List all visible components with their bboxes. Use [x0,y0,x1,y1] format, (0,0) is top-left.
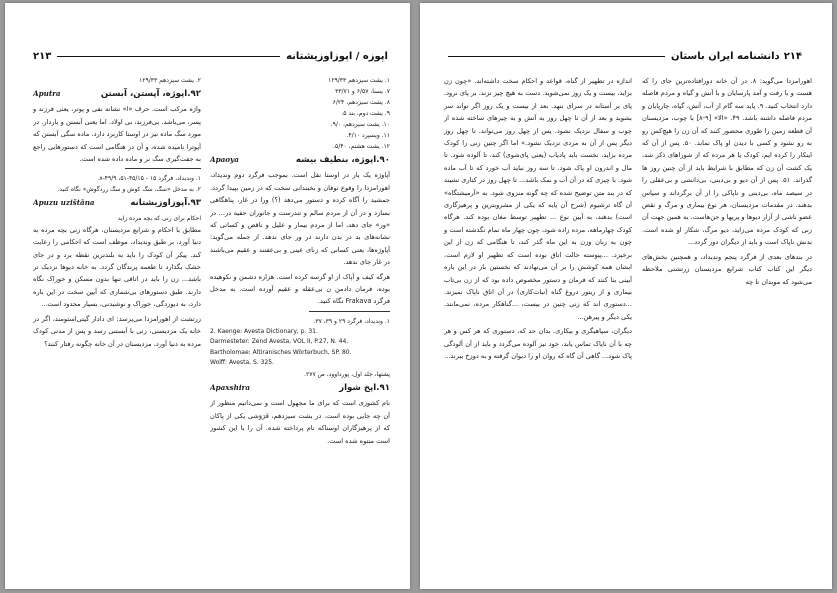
footnote: ۱۰. یشت سیزدهم، ۹/۰. [330,121,390,128]
footnote: ۸. یشت سیزدهم، ۶/۲۴ [332,99,390,106]
footnote: ۷. یسنا، ۶/۵۷ و ۳۳/۷۱ [335,88,390,95]
entry-90-ref: 2. Kaenge: Avesta Dictionary, p. 31. [210,327,318,335]
entry-92-ref: ۱. وندیداد، فرگرد ۱۵ - ۴۵/۱۵-۵۱، ۴۹/۹-۸. [97,175,201,183]
entry-90-body: آپاوژه یک بار در اوستا نقل است. بموجب فرگرد دوم وندیداد، اهورامزدا را وقوع توفان و بخبندانی سخت که در زمین بپیدا گردد. جمشید را آگاه کرده و دستور می‌دهد (؟) ورا در غار، پناهگاهی بسازد و در آن از مردم سالم و تندرست و جانوران حفیه در... در «ور» جای دهد، اما از مردم بیمار و علیل و ناقص و کسانی که نشانه‌های بد در بدن دارند در ور جای ندهد. از جمله می‌گوید: آپاوژه‌ها، یعنی کسانی که زنای عینی و بی‌عفتند و عقیم می‌باشند در غار جای ندهد. [210,171,390,267]
right-page [420,3,832,589]
left-column-body-2: دیگران، سپاهیگری و بیکاری. بدان حد که، دستوری که هر کس و هر چه با آن ناپاک تماس یابد، خود نیز آلوده می‌گردد و باید از آن آلودگی پاک شود... گاهی آن گاه که روان او را دیوان گرفته و به دوزخ ببرند... [444,327,632,360]
entry-90-ref: Darmesteter: Zend Avesta, VOL II, P.27, N. 44. [210,338,349,346]
header-rule [57,56,280,57]
entry-91-body: نام کشوری است که برای ما مجهول است و نمی‌دانیم منظور از آن چه جایی بوده است. در یشت سیزدهم، فَرَوَشی یکی از پاکان که از پرهیزگاران اوستاکه نام پرداخته شده. آن را با این کشور است منتوه شده است. [210,399,390,445]
footnote-separator [125,168,201,169]
left-page-header [33,47,388,65]
right-page-left-column [444,75,632,579]
right-page-header-title: دانشنامه ایران باستان [671,50,780,62]
left-page-number: ۲۱۳ [33,50,52,62]
entry-90-ref: Wolff: Avesta, S. 325. [210,359,274,367]
left-page-left-column [33,75,201,579]
entry-90-latin: Apaoya [210,155,239,164]
entry-92-title: ۹۲.اپوژه، آپستن، آبستن [100,89,201,99]
left-page-header-title: اپوزه / اپوزاوزیشتانه [286,50,388,62]
right-page-right-column [642,75,812,579]
right-column-body-2: در بندهای بعدی از فرگرد پنجم وندیداد، و همچنین بخش‌های دیگر این کتاب کتاب شرایع مزدیسنان زرتشتی ملاحظه می‌شود که موبدان تا چه [642,252,812,286]
entry-93-heading [33,197,201,209]
left-page-right-column [210,75,390,579]
entry-93-body-2: زرتشت از اهورامزدا می‌پرسد: ای دادار گیتی‌استومند، اگر در خانه یک مزدیسنی، زنی با آبستنی رسد و پس از مدتی کودک مرده به دنیا آورد، مزدیسنان در آن خانه چگونه رفتار کنند؟ [33,314,201,348]
entry-93-title: ۹۳.آپوزاوزیشتانه [130,198,201,209]
right-page-header [442,47,802,65]
right-page-number: ۲۱۴ [783,50,802,62]
footnote: ۲. یشت سیزدهم ۱۲۹/۳۳ [139,77,201,84]
footnote: ۱. یشت سیزدهم ۱۲۹/۳۳ [328,77,390,84]
entry-92-latin: Aputra [33,89,61,98]
entry-92-ref: ۲. به مدخل «سگ، سگ کوش و سگ زردگوش» نگاه کنید. [57,186,201,194]
right-column-body: اهورامزدا می‌گوید: ۸. در آن خانه دورافتاده‌ترین جای را که هست و با رفت و آمد پارسایان و با آتش و گیاه و مردم فاصله دارد انتخاب کنید. ۹. پاید سه گام از آب، آتش، گیاه، چارپایان و مردم فاصله داشته باشد. ۴۹. «الا» [۹-۸] با چوب، مزدیسنان آن قطعه زمین را طوری محصور کنند که آن زن را هیچ‌کس رو به رو نشود و کسی با دیدن او پاک نماند. ۵۰. پس از آن که اینکار را کرده ایم، کودک یا هر مرده که از شوراهای ذکر شد، یک کشت آن زن که مطابق با شرایط باید از آن چنین روز ها گذراند. ۵۱. پس از آن دیو و بی‌دینی، بی‌دانشی و بی‌عقلی را در سیصد ماه، بی‌دینی و ناپاکی را از آن برگرداند و سپاس بدهند. در مقدمات مزدیسنان، هر نوع بیماری و مرگ و نقص عضو ناشی از آزار دیوها و پریها و جن‌هاست. به همین جهت آن زنی که کودک مرده می‌زاید، دیو مرگ، شکار او شده است. بدنش ناپاک است و باید از دیگران دور گردد... [642,77,812,247]
entry-93-latin: Apuzu uzištāna [33,198,95,208]
entry-90-ref: ۱. وندیداد، فرگرد ۲۹ و ۳۹، ۳۷. [313,317,390,325]
entry-91-title: ۹۱.اپخ شوار [339,382,390,393]
left-page [5,3,410,589]
left-column-body: اندازه در تطهیر از گناه، قواعد و احکام سخت داشته‌اند. «چون زن بزاید، بیست و یک روز نمی‌شوید. دست به هیچ چیز نزند. بر پای نرود. پای بر آستانه در سرای ننهد. بعد از بیست و یک روز اگر تواند سر بشوید و بعد از آن تا چهل روز به آتش و به چیزهای ساخته شده از چوب و سفال نزدیک نشود. پس از چهل روز می‌تواند. تا چهل روز دیگر پس از آن به مردی نزدیک نشود.» اما اگر چنین زنی را کودک مرده بزاید، نخست باید پادیاب (یعنی پای‌شوی) کند، تا آلوده شود. تا مال و اندرون او پاک شود. تا سه روز نباید آب خورد که تا آب ماده شود. با چیزی که در آن آب و نمک باشد... تا چهل روز در کناری نشیند که در بند متن توضیح شده که چه گونه منزوی شود. به «آرمیشتگاه» آن گاه ترشیوم (شرح آن پایه که یکی از مشروبترین و پرهیزگاری است) بدهند، به آیین نوع ... تطهیر توسط مغان بوده کند. هرگاه کودک چهارماهه، مرده زاده شود، چون چهار ماه تمام نگذشته است و چون به زبان وزن به این ماه گذر کند، تا هنگامی که زن از این برخیزد. ...پیوسته حالت اتاق بوده است که تطهیر او لازم است. ایشان همه کوشش را بر آن می‌نهادند که نخستین بار در این باره آیینی بنا کنند که فرمان و دستور مخصوص داده بود که از زن بی‌تاب بیماری و از ریتور دروغ گناه (نبات‌کاری) در آن اتاق ناپاک نمیزند. ...دستوری اند که زنی چنین در بیست، ...گناهکار مرده، نمی‌مانند. یکی دیگر و پیرهن... [444,77,632,321]
entry-91-heading [210,382,390,394]
entry-92-heading [33,88,201,100]
entry-90-ref: پشتها، جلد اول، پورداوود، ص ۲۷۷. [304,370,390,378]
entry-93-body: مطابق با احکام و شرایع مزدیسنان، هرگاه زنی بچه مرده به دنیا آورد، بر طبق وندیداد، موظف است که احکامی را رعایت کند. پیکر آن کودک را باید به بلندترین نقطه برد و در جای خشک بگذارد تا طعمه پرندگان گردد. به خانه دیوها نزدیک تر باشد... زن را باید در اتاقی تنها بدون مسکن و خوراک نگاه دارند. طبق دستورهای بی‌شماری که آیین سخت در این باره دارد، به دیوزدگی، خوراک و نوشیدنی، بسیار محدود است... [33,225,201,309]
header-rule [448,56,665,57]
entry-90-ref: Bartholomae: Altiranisches Wörterbuch, SP. 80. [210,348,352,356]
entry-90-body-2: هرگه کیف و آپاک از او گرسه کرده است. هزاره دشمن و نکوهیده بوده، فرمان دادمن ن بی‌عقله و عقیم آورده است. به مدخل فرگرد Frakava نگاه کنید. [210,272,390,306]
entry-90-heading [210,154,390,166]
entry-92-body: واژه مرکب است. حرف «ا» نشانه نفی و پوتر، یعنی فرزند و پسر، می‌باشد. بی‌فرزند، بی اولاد. اما یعنی آبستن و باردار. در مورد سگ ماده نیز در اوستا کاربرد دارد. ماده سگی آبستن که آپوترا نامیده شده، و آن در هنگامی است که دستورهایی راجع به جفت‌گیری سگ نر و ماده داده شده است. [33,105,201,164]
entry-93-subtitle: احکام برای زنی که بچه مرده زاید [117,214,201,222]
entry-91-latin: Apaxshira [210,382,250,392]
footnote-separator [309,311,390,312]
footnote: ۹. یشت دوم، بند ۵. [341,110,390,117]
footnote: ۱۲. یشت هشتم، ۵/۴۰. [333,143,390,150]
entry-90-title: ۹۰.اپوژه، بنطیف بیشه [295,155,390,165]
footnote: ۱۱. ویسپرد ۴/۱۰. [346,132,390,139]
